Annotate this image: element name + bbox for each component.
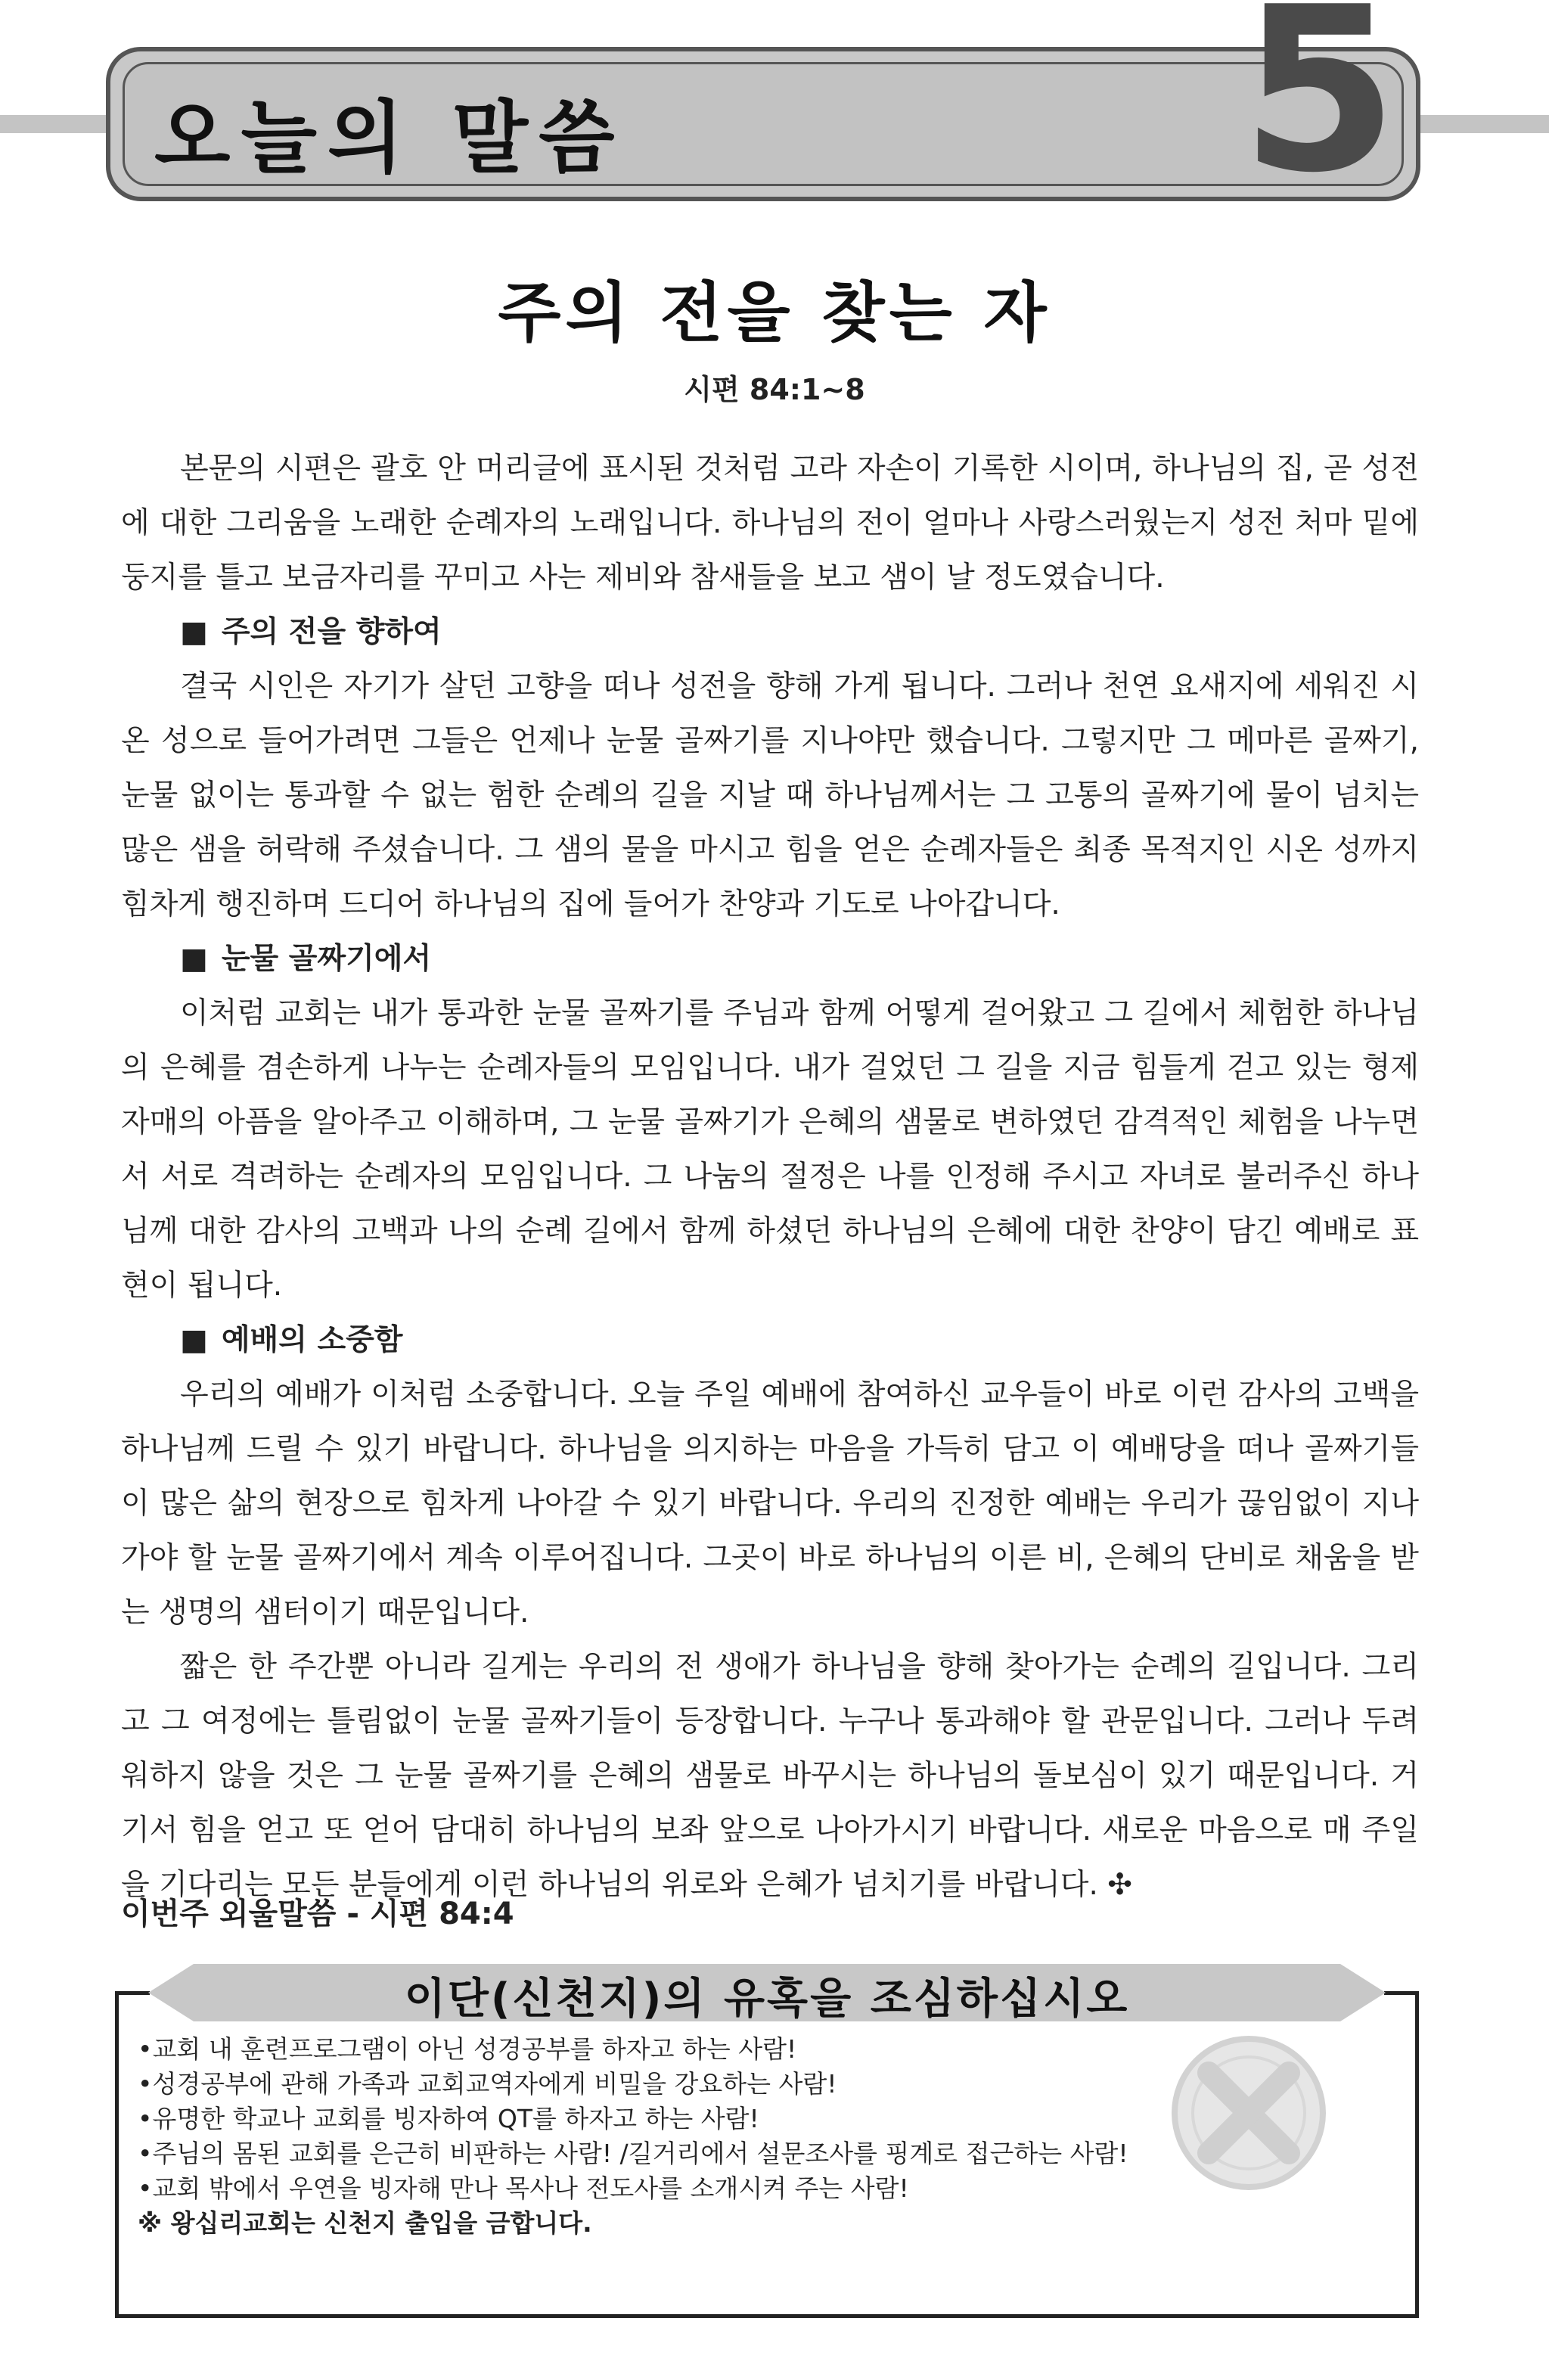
bullet-icon: • — [138, 2069, 153, 2099]
warning-box-top-right — [1384, 1991, 1419, 1995]
section-paragraph: 결국 시인은 자기가 살던 고향을 떠나 성전을 향해 가게 됩니다. 그러나 천연 요새지에 세워진 시온 성으로 들어가려면 그들은 언제나 눈물 골짜기를 지나야만 했습니다. 그렇지만 그 메마른 골짜기, 눈물 없이는 통과할 수 없는 험한 순례의 길을 지날 때 하나님께서는 그 고통의 골짜기에 물이 넘치는 많은 샘을 허락해 주셨습니다. 그 샘의 물을 마시고 힘을 얻은 순례자들은 최종 목적지인 시온 성까지 힘차게 행진하며 드디어 하나님의 집에 들어가 찬양과 기도로 나아갑니다. — [121, 670, 1419, 921]
header-bar-right — [1398, 115, 1549, 133]
section-paragraph — [121, 1640, 1419, 1912]
section-heading — [121, 605, 1419, 660]
square-bullet-icon: ■ — [180, 1323, 208, 1357]
bullet-icon: • — [138, 2104, 153, 2133]
warning-list — [138, 2032, 1378, 2241]
square-bullet-icon: ■ — [180, 942, 208, 976]
bullet-icon: • — [138, 2139, 153, 2168]
header-title: 오늘의 말씀 — [154, 92, 625, 184]
section-heading-text: 예배의 소중함 — [221, 1323, 403, 1357]
warning-item — [138, 2032, 1378, 2067]
warning-item-text: 교회 내 훈련프로그램이 아닌 성경공부를 하자고 하는 사람! — [152, 2034, 797, 2064]
section-paragraph: 이처럼 교회는 내가 통과한 눈물 골짜기를 주님과 함께 어떻게 걸어왔고 그 길에서 체험한 하나님의 은혜를 겸손하게 나누는 순례자들의 모임입니다. 내가 걸었던 그 길을 지금 힘들게 걷고 있는 형제자매의 아픔을 알아주고 이해하며, 그 눈물 골짜기가 은혜의 샘물로 변하였던 감격적인 체험을 나누면서 서로 격려하는 순례자의 모임입니다. 그 나눔의 절정은 나를 인정해 주시고 자녀로 불러주신 하나님께 대한 감사의 고백과 나의 순례 길에서 함께 하셨던 하나님의 은혜에 대한 찬양이 담긴 예배로 표현이 됩니다. — [121, 996, 1419, 1303]
square-bullet-icon: ■ — [180, 615, 208, 649]
intro-paragraph: 본문의 시편은 괄호 안 머리글에 표시된 것처럼 고라 자손이 기록한 시이며, 하나님의 집, 곧 성전에 대한 그리움을 노래한 순례자의 노래입니다. 하나님의 전이 얼마나 사랑스러웠는지 성전 처마 밑에 둥지를 틀고 보금자리를 꾸미고 사는 제비와 참새들을 보고 샘이 날 정도였습니다. — [121, 452, 1419, 595]
warning-item — [138, 2171, 1378, 2206]
warning-item-text: 성경공부에 관해 가족과 교회교역자에게 비밀을 강요하는 사람! — [152, 2069, 837, 2099]
sermon-body — [121, 442, 1419, 1912]
section-heading-text: 눈물 골짜기에서 — [221, 942, 432, 976]
bullet-icon: • — [138, 2034, 153, 2064]
warning-item-text: 교회 밖에서 우연을 빙자해 만나 목사나 전도사를 소개시켜 주는 사람! — [152, 2173, 909, 2203]
warning-note: ※ 왕십리교회는 신천지 출입을 금합니다. — [138, 2208, 592, 2238]
memory-verse: 이번주 외울말씀 - 시편 84:4 — [121, 1897, 514, 1931]
warning-item-text: 유명한 학교나 교회를 빙자하여 QT를 하자고 하는 사람! — [152, 2104, 759, 2133]
section-heading-text: 주의 전을 향하여 — [221, 615, 442, 649]
scripture-reference: 시편 84:1~8 — [684, 373, 865, 406]
warning-item — [138, 2067, 1378, 2102]
section-heading — [121, 932, 1419, 986]
warning-box-top-left — [115, 1991, 150, 1995]
warning-title: 이단(신천지)의 유혹을 조심하십시오 — [404, 1975, 1130, 2024]
warning-item — [138, 2102, 1378, 2136]
warning-item-text: 주님의 몸된 교회를 은근히 비판하는 사람! /길거리에서 설문조사를 핑계로 접근하는 사람! — [152, 2139, 1128, 2168]
warning-item — [138, 2136, 1378, 2171]
end-mark-icon: ✣ — [1107, 1868, 1132, 1902]
section-paragraph: 우리의 예배가 이처럼 소중합니다. 오늘 주일 예배에 참여하신 교우들이 바로 이런 감사의 고백을 하나님께 드릴 수 있기 바랍니다. 하나님을 의지하는 마음을 가득히 담고 이 예배당을 떠나 골짜기들이 많은 삶의 현장으로 힘차게 나아갈 수 있기 바랍니다. 우리의 진정한 예배는 우리가 끊임없이 지나가야 할 눈물 골짜기에서 계속 이루어집니다. 그곳이 바로 하나님의 이른 비, 은혜의 단비로 채움을 받는 생명의 샘터이기 때문입니다. — [121, 1378, 1419, 1630]
sermon-title: 주의 전을 찾는 자 — [498, 275, 1051, 351]
header-bar-left — [0, 115, 113, 133]
warning-banner-label — [148, 1961, 1386, 2024]
section-heading — [121, 1313, 1419, 1368]
bullet-icon: • — [138, 2173, 153, 2203]
closing-paragraph-text: 짧은 한 주간뿐 아니라 길게는 우리의 전 생애가 하나님을 향해 찾아가는 순례의 길입니다. 그리고 그 여정에는 틀림없이 눈물 골짜기들이 등장합니다. 누구나 통과해야 할 관문입니다. 그러나 두려워하지 않을 것은 그 눈물 골짜기를 은혜의 샘물로 바꾸시는 하나님의 돌보심이 있기 때문입니다. 거기서 힘을 얻고 또 얻어 담대히 하나님의 보좌 앞으로 나아가시기 바랍니다. 새로운 마음으로 매 주일을 기다리는 모든 분들에게 이런 하나님의 위로와 은혜가 넘치기를 바랍니다. — [121, 1650, 1419, 1902]
header-number: 5 — [1240, 0, 1398, 222]
